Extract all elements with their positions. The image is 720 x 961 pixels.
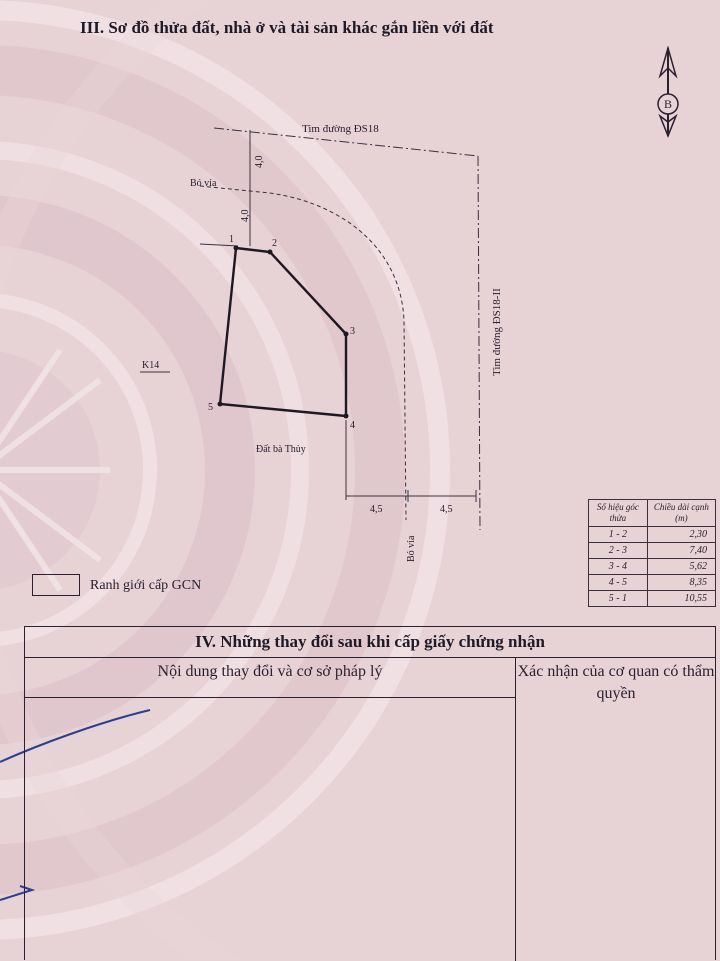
- point-5: 5: [208, 402, 213, 413]
- neighbor-below: Đất bà Thủy: [256, 444, 306, 455]
- curb-label-left: Bó vỉa: [190, 178, 217, 189]
- edge-length: 8,35: [647, 575, 715, 591]
- section4-column-divider: [515, 657, 516, 961]
- point-1: 1: [229, 234, 234, 245]
- legend-box: [32, 574, 80, 596]
- road-ds18-ii-label: Tim đường ĐS18-II: [491, 288, 503, 376]
- edge-length: 2,30: [647, 527, 715, 543]
- road-centerline-ds18-ii: [478, 156, 480, 530]
- table-header-edge: Số hiệu góc thửa: [589, 500, 648, 527]
- edge-id: 3 - 4: [589, 559, 648, 575]
- compass-letter: B: [663, 97, 673, 111]
- section4-col-content: Nội dung thay đổi và cơ sở pháp lý: [157, 663, 383, 680]
- curb-label-bottom: Bó vỉa: [406, 535, 417, 562]
- point-3: 3: [350, 326, 355, 337]
- dim-bottom-1: 4,5: [370, 504, 383, 515]
- edge-length: 5,62: [647, 559, 715, 575]
- dim-bottom-2: 4,5: [440, 504, 453, 515]
- edge-id: 4 - 5: [589, 575, 648, 591]
- edge-length: 7,40: [647, 543, 715, 559]
- table-row: [589, 575, 716, 591]
- legend-label: Ranh giới cấp GCN: [90, 578, 202, 593]
- table-row: [589, 559, 716, 575]
- dim-top-1: 4,0: [254, 155, 265, 168]
- section4-title: IV. Những thay đổi sau khi cấp giấy chứng nhận: [25, 627, 715, 658]
- table-header-length: Chiều dài cạnh (m): [647, 500, 715, 527]
- table-row: [589, 543, 716, 559]
- neighbor-k14: K14: [142, 360, 160, 371]
- parcel-boundary: [220, 248, 346, 416]
- edge-length-table: [588, 499, 716, 607]
- table-row: [589, 591, 716, 607]
- table-row: [589, 527, 716, 543]
- section4-header-divider: [25, 697, 515, 698]
- section3-title: III. Sơ đồ thửa đất, nhà ở và tài sản khác gắn liền với đất: [80, 18, 494, 37]
- section4-col-confirmation: Xác nhận của cơ quan có thẩm quyền: [517, 663, 715, 702]
- point-4: 4: [350, 420, 355, 431]
- edge-id: 5 - 1: [589, 591, 648, 607]
- point-2: 2: [272, 238, 277, 249]
- road-ds18-label: Tim đường ĐS18: [302, 123, 379, 135]
- edge-id: 1 - 2: [589, 527, 648, 543]
- section4-table: [24, 626, 716, 960]
- dim-top-2: 4,0: [240, 209, 251, 222]
- edge-id: 2 - 3: [589, 543, 648, 559]
- edge-length: 10,55: [647, 591, 715, 607]
